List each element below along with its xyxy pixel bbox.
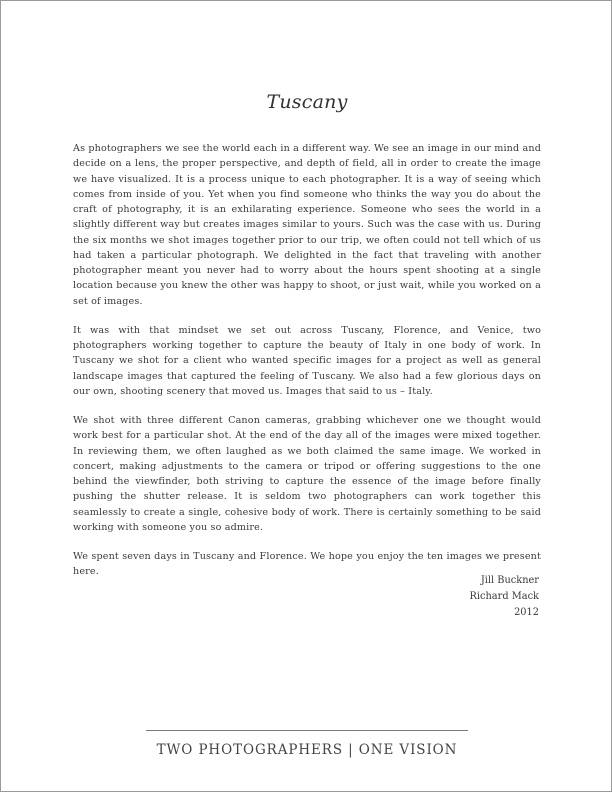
paragraph-1: As photographers we see the world each in a different way. We see an image in our mind and decide on a lens, the proper perspective, and depth of field, all in order to create the image we have visualized. It is a process unique to each photographer. It is a way of seeing which comes from inside of you. Yet when you find someone who thinks the way you do about the craft of photography, it is an exhilarating experience. Someone who sees the world in a slightly different way but creates images similar to yours. Such was the case with us. During the six months we shot images together prior to our trip, we often could not tell which of us had taken a particular photograph. We delighted in the fact that traveling with another photographer meant you never had to worry about the hours spent shooting at a single location because you knew the other was happy to shoot, or just wait, while you worked on a set of images. [73,143,541,307]
paragraph-2: It was with that mindset we set out across Tuscany, Florence, and Venice, two photographers working together to capture the beauty of Italy in one body of work. In Tuscany we shot for a client who wanted specific images for a project as well as general landscape images that captured the feeling of Tuscany. We also had a few glorious days on our own, shooting scenery that moved us. Images that said to us – Italy. [73,324,541,397]
page-title: Tuscany [266,91,348,113]
paragraph-3: We shot with three different Canon cameras, grabbing whichever one we thought would work best for a particular shot. At the end of the day all of the images were mixed together. In reviewing them, we often laughed as we both claimed the same image. We worked in concert, making adjustments to the camera or tripod or offering suggestions to the one behind the viewfinder, both striving to capture the essence of the image before finally pushing the shutter release. It is seldom two photographers can work together this seamlessly to create a single, cohesive body of work. There is certainly something to be said working with someone you so admire. [73,415,541,533]
footer-tagline: TWO PHOTOGRAPHERS | ONE VISION [156,742,458,758]
body-text [73,141,541,594]
author-name-1: Jill Buckner [480,575,539,586]
paragraph-4: We spent seven days in Tuscany and Florence. We hope you enjoy the ten images we present here. [73,551,541,578]
author-name-2: Richard Mack [469,591,539,602]
signature-year: 2012 [514,607,539,618]
footer-divider [146,730,468,731]
signature-block [469,573,539,621]
